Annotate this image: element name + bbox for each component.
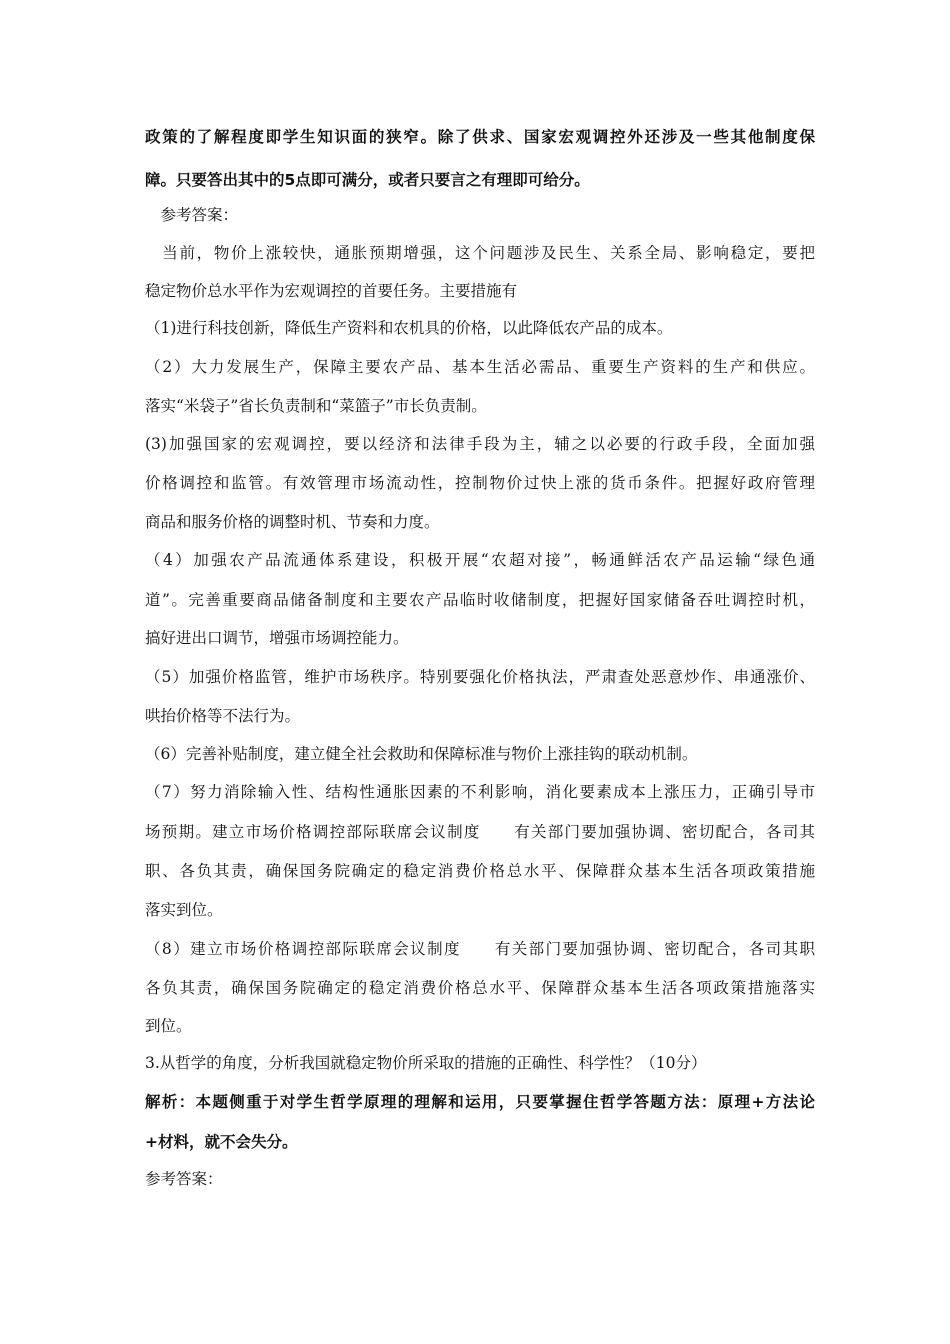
text-line: （5）加强价格监管，维护市场秩序。特别要强化价格执法，严肃查处恶意炒作、串通涨价、 <box>145 668 815 686</box>
text-line: 搞好进出口调节，增强市场调控能力。 <box>145 629 409 647</box>
text-line: 职、各负其责，确保国务院确定的稳定消费价格总水平、保障群众基本生活各项政策措施 <box>145 862 815 880</box>
text-line: 落实“米袋子”省长负责制和“菜篮子”市长负责制。 <box>145 397 487 415</box>
text-line: 障。只要答出其中的5点即可满分，或者只要言之有理即可给分。 <box>145 171 590 189</box>
text-line: （1)进行科技创新，降低生产资料和农机具的价格，以此降低农产品的成本。 <box>145 319 673 337</box>
text-line: 落实到位。 <box>145 901 223 919</box>
text-line: 3.从哲学的角度，分析我国就稳定物价所采取的措施的正确性、科学性？（10分） <box>145 1054 707 1072</box>
text-line: （8）建立市场价格调控部际联席会议制度 有关部门要加强协调、密切配合，各司其职 <box>145 940 815 958</box>
text-line: 参考答案： <box>145 206 239 224</box>
text-line: 参考答案： <box>145 1170 223 1188</box>
text-line: 价格调控和监管。有效管理市场流动性，控制物价过快上涨的货币条件。把握好政府管理 <box>145 474 815 492</box>
text-line: 场预期。建立市场价格调控部际联席会议制度 有关部门要加强协调、密切配合，各司其 <box>145 823 815 841</box>
text-line: 到位。 <box>145 1017 192 1035</box>
text-line: （4）加强农产品流通体系建设，积极开展“农超对接”，畅通鲜活农产品运输“绿色通 <box>145 551 815 569</box>
text-line: 稳定物价总水平作为宏观调控的首要任务。主要措施有 <box>145 282 518 300</box>
text-line: 当前，物价上涨较快，通胀预期增强，这个问题涉及民生、关系全局、影响稳定，要把 <box>145 244 815 262</box>
text-line: 哄抬价格等不法行为。 <box>145 707 301 725</box>
text-line: （7）努力消除输入性、结构性通胀因素的不利影响，消化要素成本上涨压力，正确引导市 <box>145 783 815 801</box>
text-line: 政策的了解程度即学生知识面的狭窄。除了供求、国家宏观调控外还涉及一些其他制度保 <box>145 128 815 146</box>
text-line: 商品和服务价格的调整时机、节奏和力度。 <box>145 513 440 531</box>
text-line: （6）完善补贴制度，建立健全社会救助和保障标准与物价上涨挂钩的联动机制。 <box>145 745 698 763</box>
text-line: 各负其责，确保国务院确定的稳定消费价格总水平、保障群众基本生活各项政策措施落实 <box>145 979 815 997</box>
text-line: 道”。完善重要商品储备制度和主要农产品临时收储制度，把握好国家储备吞吐调控时机， <box>145 591 815 609</box>
text-line: （2）大力发展生产，保障主要农产品、基本生活必需品、重要生产资料的生产和供应。 <box>145 358 815 376</box>
text-line: 解析：本题侧重于对学生哲学原理的理解和运用，只要掌握住哲学答题方法：原理+方法论 <box>145 1093 815 1111</box>
text-line: (3)加强国家的宏观调控，要以经济和法律手段为主，辅之以必要的行政手段，全面加强 <box>145 435 815 453</box>
text-line: +材料，就不会失分。 <box>145 1133 298 1151</box>
